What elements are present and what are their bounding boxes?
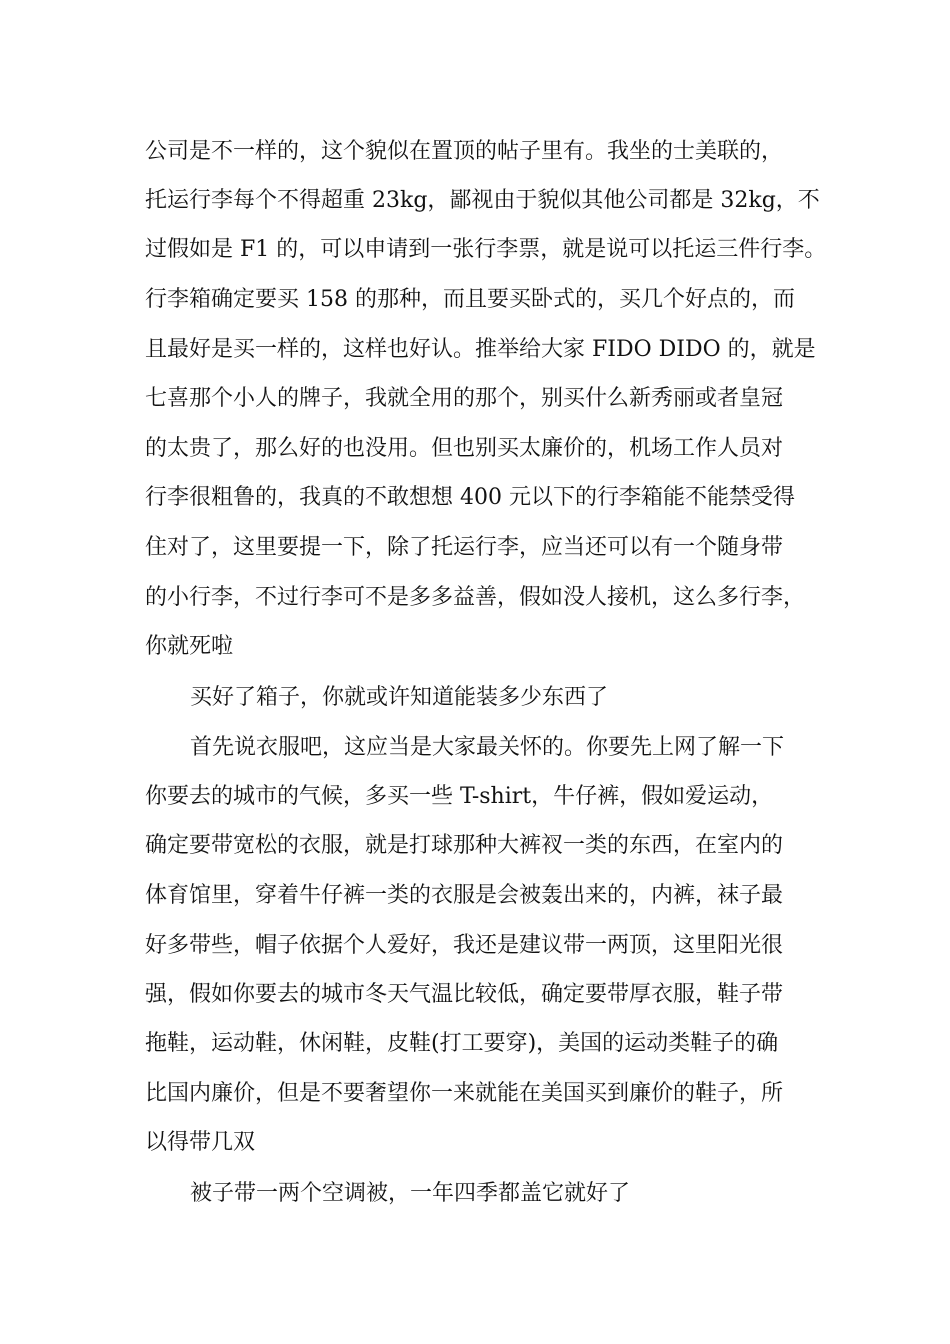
paragraph-3-line-5: 好多带些，帽子依据个人爱好，我还是建议带一两顶，这里阳光很 [145, 933, 784, 958]
paragraph-2-line-1: 买好了箱子，你就或许知道能装多少东西了 [190, 685, 609, 710]
paragraph-1-line-3: 过假如是 F1 的，可以申请到一张行李票，就是说可以托运三件行李。 [145, 237, 827, 262]
paragraph-1-line-2: 托运行李每个不得超重 23kg，鄙视由于貌似其他公司都是 32kg，不 [145, 188, 820, 213]
paragraph-1-line-4: 行李箱确定要买 158 的那种，而且要买卧式的，买几个好点的，而 [145, 287, 795, 312]
paragraph-3-line-7: 拖鞋，运动鞋，休闲鞋，皮鞋(打工要穿)，美国的运动类鞋子的确 [145, 1031, 779, 1056]
paragraph-3-line-6: 强，假如你要去的城市冬天气温比较低，确定要带厚衣服，鞋子带 [145, 982, 784, 1007]
paragraph-1-line-11: 你就死啦 [145, 634, 234, 659]
paragraph-1-line-9: 住对了，这里要提一下，除了托运行李，应当还可以有一个随身带 [145, 535, 784, 560]
paragraph-3-line-3: 确定要带宽松的衣服，就是打球那种大裤衩一类的东西，在室内的 [145, 833, 784, 858]
paragraph-4-line-1: 被子带一两个空调被，一年四季都盖它就好了 [190, 1181, 631, 1206]
paragraph-1-line-10: 的小行李，不过行李可不是多多益善，假如没人接机，这么多行李， [145, 585, 806, 610]
paragraph-1-line-5: 且最好是买一样的，这样也好认。推举给大家 FIDO DIDO 的，就是 [145, 337, 816, 362]
paragraph-1-line-6: 七喜那个小人的牌子，我就全用的那个，别买什么新秀丽或者皇冠 [145, 386, 784, 411]
paragraph-3-line-4: 体育馆里，穿着牛仔裤一类的衣服是会被轰出来的，内裤，袜子最 [145, 883, 784, 908]
paragraph-3-line-1: 首先说衣服吧，这应当是大家最关怀的。你要先上网了解一下 [190, 735, 785, 760]
paragraph-1-line-1: 公司是不一样的，这个貌似在置顶的帖子里有。我坐的士美联的， [145, 139, 784, 164]
paragraph-3-line-9: 以得带几双 [145, 1130, 256, 1155]
paragraph-3-line-2: 你要去的城市的气候，多买一些 T-shirt，牛仔裤，假如爱运动， [145, 784, 774, 809]
paragraph-1-line-8: 行李很粗鲁的，我真的不敢想想 400 元以下的行李箱能不能禁受得 [145, 485, 795, 510]
paragraph-1-line-7: 的太贵了，那么好的也没用。但也别买太廉价的，机场工作人员对 [145, 436, 784, 461]
paragraph-3-line-8: 比国内廉价，但是不要奢望你一来就能在美国买到廉价的鞋子，所 [145, 1081, 784, 1106]
